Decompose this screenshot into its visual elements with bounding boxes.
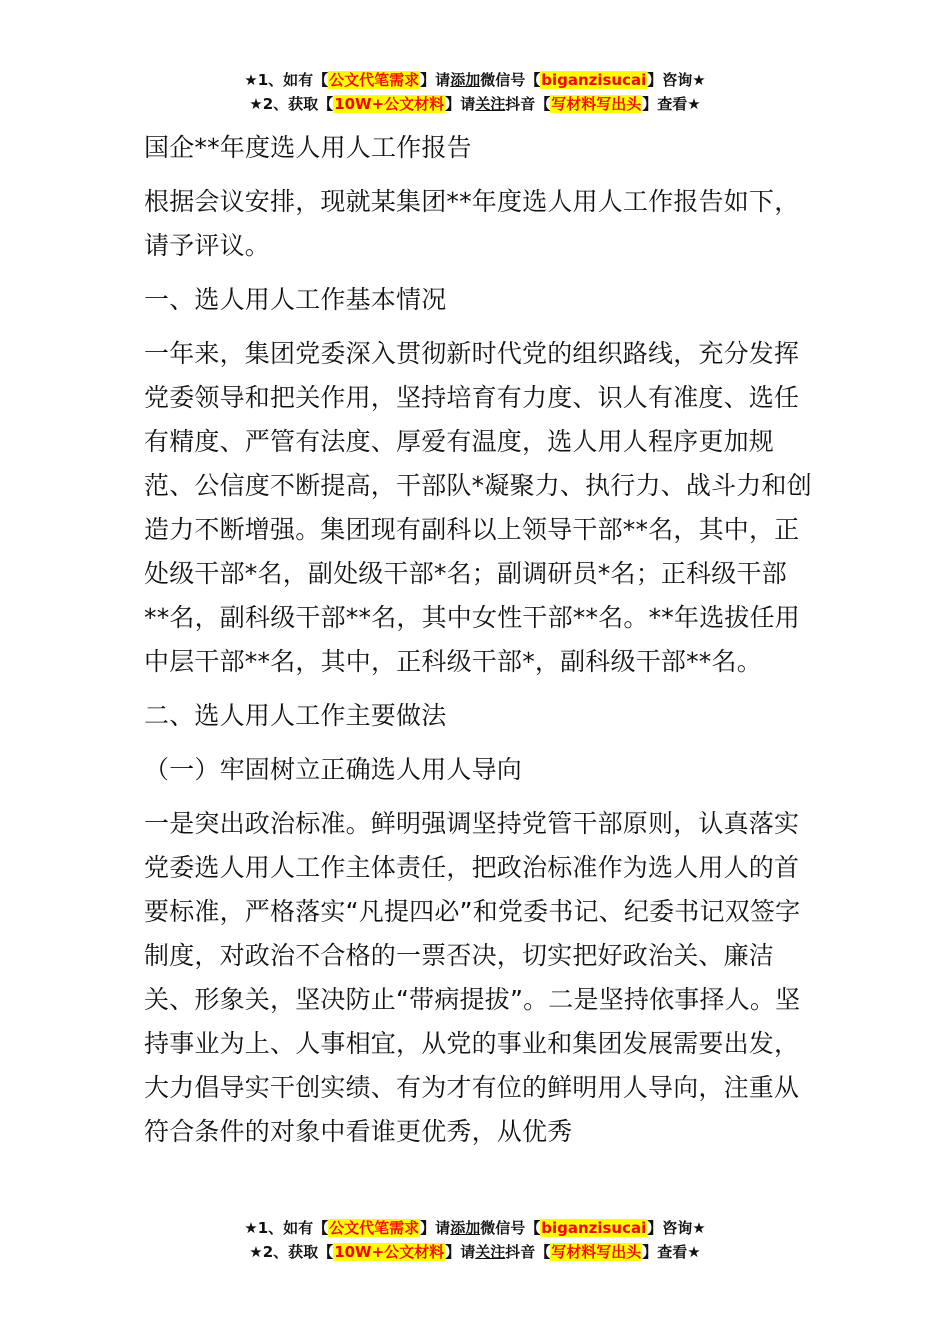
banner-text: 】查看★ — [642, 1243, 701, 1261]
section-2-heading: 二、选人用人工作主要做法 — [144, 701, 447, 730]
banner-wechat-id: biganzisucai — [541, 1219, 647, 1237]
banner-text: 微信号【 — [480, 1219, 541, 1237]
banner-text: 】请 — [420, 71, 451, 89]
banner-highlight: 公文代笔需求 — [329, 71, 420, 89]
banner-line-1 — [0, 68, 950, 92]
banner-emphasis: 添加 — [450, 1219, 481, 1237]
banner-text: 】咨询★ — [647, 1219, 706, 1237]
banner-line-2 — [0, 92, 950, 116]
banner-douyin-name: 写材料写出头 — [551, 95, 642, 113]
subsection-1-heading: （一）牢固树立正确选人用人导向 — [144, 755, 523, 784]
banner-text: ★1、如有【 — [244, 1219, 329, 1237]
banner-highlight: 10W+公文材料 — [334, 1243, 445, 1261]
header-banner — [0, 68, 950, 116]
banner-emphasis: 关注 — [475, 95, 506, 113]
banner-emphasis: 关注 — [475, 1243, 506, 1261]
banner-line-1 — [0, 1216, 950, 1240]
banner-text: 】请 — [420, 1219, 451, 1237]
banner-text: 】咨询★ — [647, 71, 706, 89]
document-title: 国企**年度选人用人工作报告 — [144, 133, 472, 162]
banner-highlight: 公文代笔需求 — [329, 1219, 420, 1237]
banner-text: 微信号【 — [480, 71, 541, 89]
section-1-heading: 一、选人用人工作基本情况 — [144, 285, 447, 314]
banner-text: 抖音【 — [505, 95, 551, 113]
banner-douyin-name: 写材料写出头 — [551, 1243, 642, 1261]
banner-text: 】查看★ — [642, 95, 701, 113]
banner-text: ★1、如有【 — [244, 71, 329, 89]
section-1-paragraph: 一年来，集团党委深入贯彻新时代党的组织路线，充分发挥党委领导和把关作用，坚持培育有力度、识人有准度、选任有精度、严管有法度、厚爱有温度，选人用人程序更加规范、公信度不断提高，干部队*凝聚力、执行力、战斗力和创造力不断增强。集团现有副科以上领导干部**名，其中，正处级干部*名，副处级干部*名；副调研员*名；正科级干部**名，副科级干部**名，其中女性干部**名。**年选拔任用中层干部**名，其中，正科级干部*，副科级干部**名。 — [144, 339, 812, 676]
banner-text: ★2、获取【 — [249, 95, 334, 113]
document-body — [144, 126, 812, 1164]
banner-text: ★2、获取【 — [249, 1243, 334, 1261]
footer-banner — [0, 1216, 950, 1264]
banner-text: 】请 — [445, 95, 476, 113]
banner-emphasis: 添加 — [450, 71, 481, 89]
banner-wechat-id: biganzisucai — [541, 71, 647, 89]
intro-paragraph: 根据会议安排，现就某集团**年度选人用人工作报告如下，请予评议。 — [144, 187, 800, 260]
banner-line-2 — [0, 1240, 950, 1264]
subsection-1-paragraph: 一是突出政治标准。鲜明强调坚持党管干部原则，认真落实党委选人用人工作主体责任，把政治标准作为选人用人的首要标准，严格落实“凡提四必”和党委书记、纪委书记双签字制度，对政治不合格的一票否决，切实把好政治关、廉洁关、形象关，坚决防止“带病提拔”。二是坚持依事择人。坚持事业为上、人事相宜，从党的事业和集团发展需要出发，大力倡导实干创实绩、有为才有位的鲜明用人导向，注重从符合条件的对象中看谁更优秀，从优秀 — [144, 809, 801, 1146]
banner-text: 】请 — [445, 1243, 476, 1261]
banner-text: 抖音【 — [505, 1243, 551, 1261]
banner-highlight: 10W+公文材料 — [334, 95, 445, 113]
